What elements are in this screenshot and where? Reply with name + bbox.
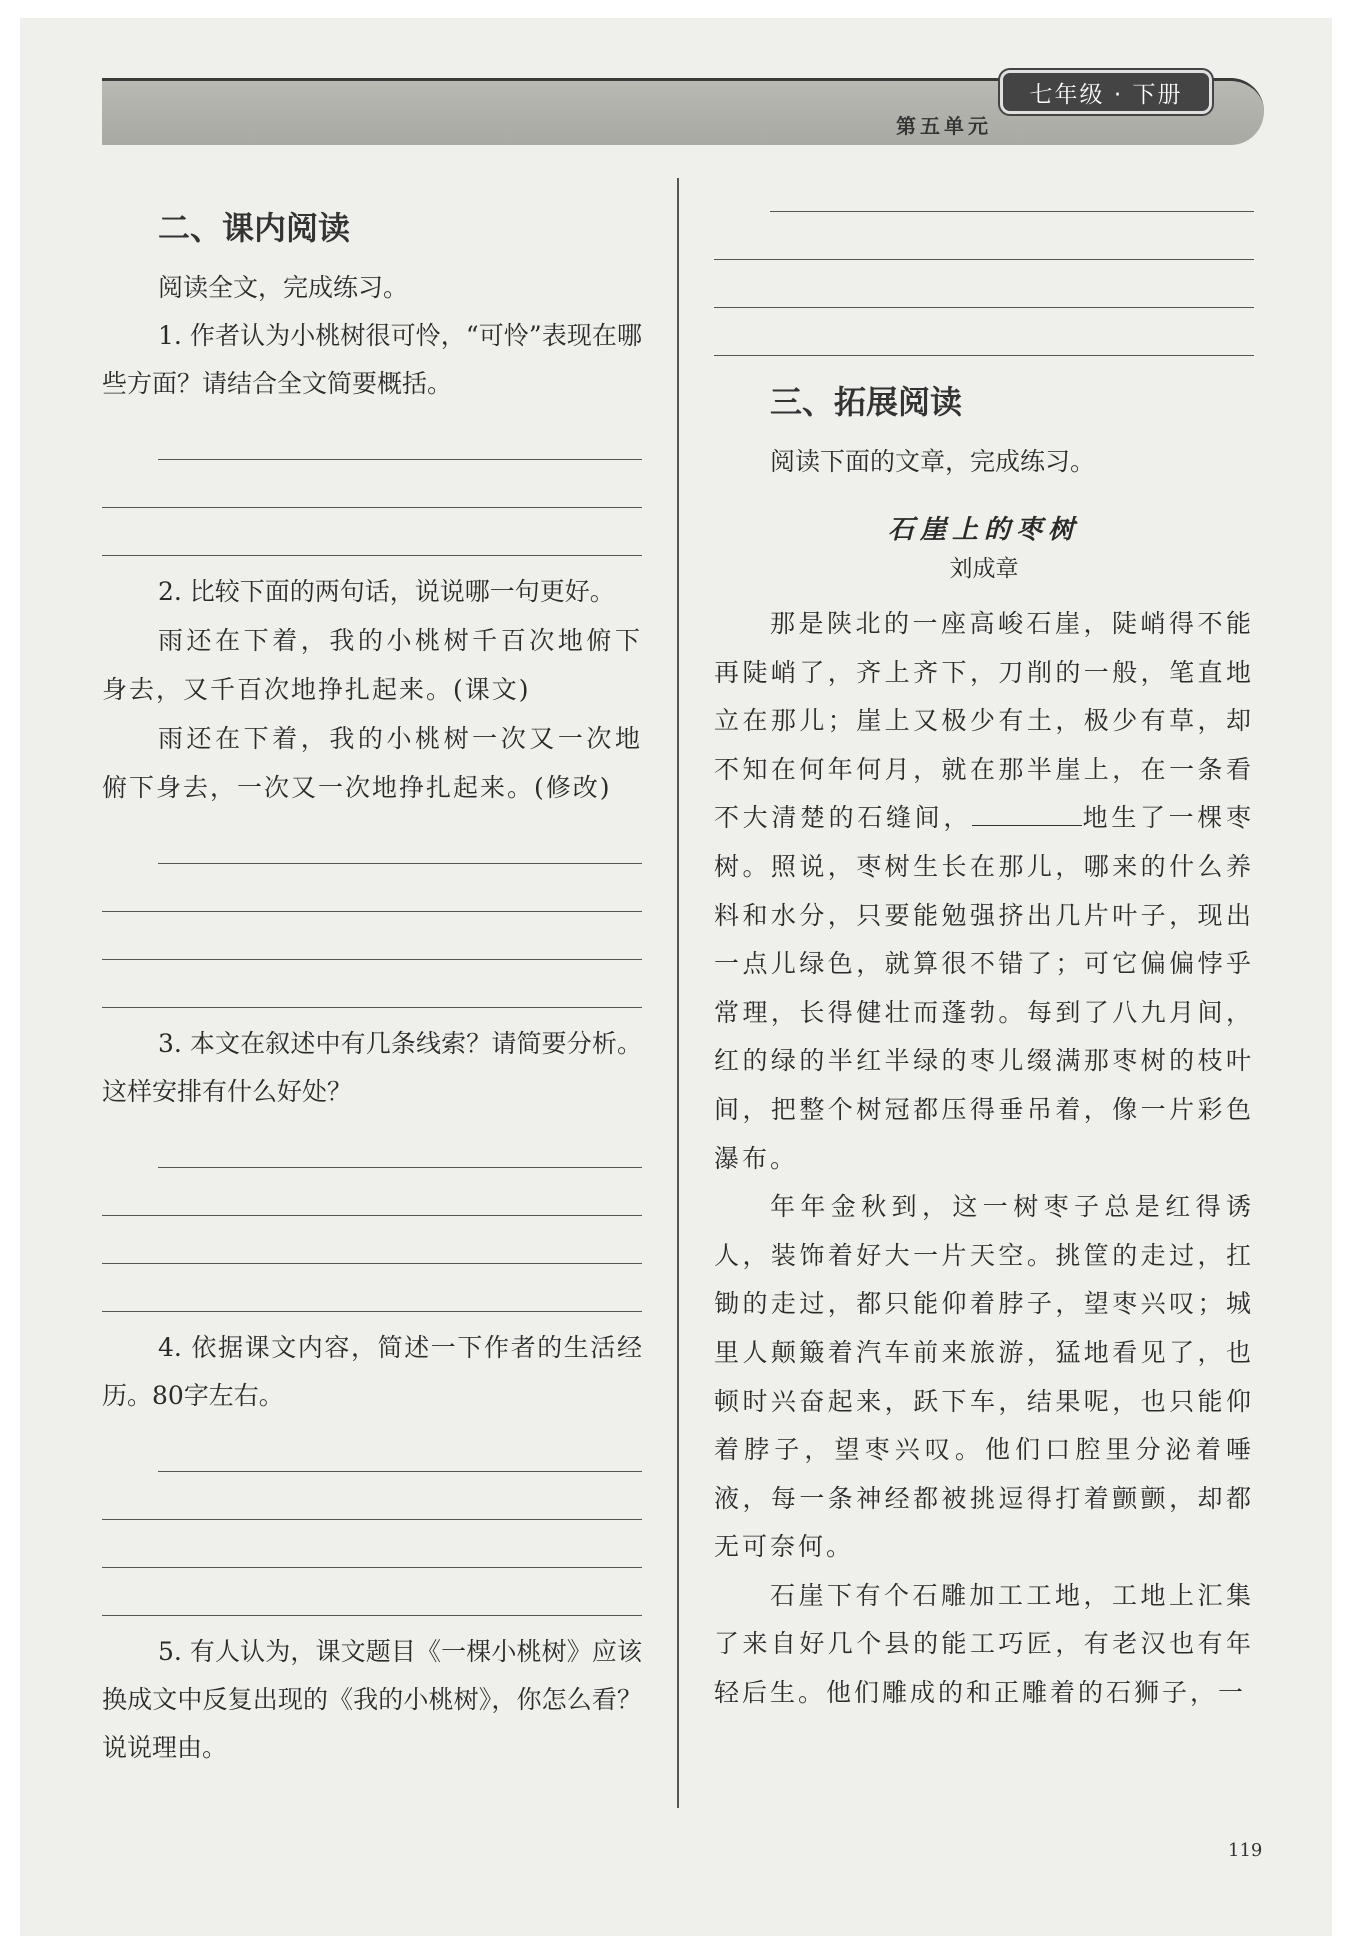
- answer-lines-4: [102, 1424, 642, 1616]
- question-5: 5. 有人认为，课文题目《一棵小桃树》应该换成文中反复出现的《我的小桃树》，你怎么看？说说理由。: [102, 1637, 642, 1762]
- answer-line[interactable]: [102, 1568, 642, 1616]
- answer-line[interactable]: [714, 212, 1254, 260]
- answer-line[interactable]: [102, 1264, 642, 1312]
- page-number: 119: [1228, 1840, 1263, 1861]
- question-2: 2. 比较下面的两句话，说说哪一句更好。: [158, 577, 615, 606]
- left-column: [102, 178, 642, 1772]
- right-column: [714, 178, 1254, 1718]
- story-title: 石崖上的枣树: [887, 515, 1080, 545]
- answer-line[interactable]: [714, 260, 1254, 308]
- question-2-sentence-2: 雨还在下着，我的小桃树一次又一次地俯下身去，一次又一次地挣扎起来。(修改): [102, 724, 642, 802]
- story-author: 刘成章: [949, 556, 1019, 582]
- story-paragraph-1-part-a: 那是陕北的一座高峻石崖，陡峭得不能再陡峭了，齐上齐下，刀削的一般，笔直地立在那儿；崖上又极少有土，极少有草，却不知在何年何月，就在那半崖上，在一条看不大清楚的石缝间，: [714, 609, 1254, 833]
- answer-lines-1: [102, 412, 642, 556]
- unit-label: 第五单元: [896, 114, 992, 138]
- question-2-sentence-1: 雨还在下着，我的小桃树千百次地俯下身去，又千百次地挣扎起来。(课文): [102, 626, 642, 704]
- answer-line[interactable]: [102, 1168, 642, 1216]
- question-1: 1. 作者认为小桃树很可怜，“可怜”表现在哪些方面？请结合全文简要概括。: [102, 321, 642, 398]
- answer-line[interactable]: [770, 164, 1254, 212]
- answer-line[interactable]: [714, 308, 1254, 356]
- answer-lines-2: [102, 816, 642, 1008]
- answer-line[interactable]: [102, 960, 642, 1008]
- story-paragraph-1-part-b: 地生了一棵枣树。照说，枣树生长在那儿，哪来的什么养料和水分，只要能勉强挤出几片叶子，现出一点儿绿色，就算很不错了；可它偏偏悖乎常理，长得健壮而蓬勃。每到了八九月间，红的绿的半红半绿的枣儿缀满那枣树的枝叶间，把整个树冠都压得垂吊着，像一片彩色瀑布。: [714, 803, 1254, 1173]
- story-paragraph-1: [714, 600, 1254, 1183]
- question-4: 4. 依据课文内容，简述一下作者的生活经历。80字左右。: [102, 1333, 642, 1410]
- question-3: 3. 本文在叙述中有几条线索？请简要分析。这样安排有什么好处？: [102, 1029, 642, 1106]
- answer-lines-3: [102, 1120, 642, 1312]
- answer-line[interactable]: [102, 1216, 642, 1264]
- answer-line[interactable]: [102, 1472, 642, 1520]
- story-paragraph-3: 石崖下有个石雕加工工地，工地上汇集了来自好几个县的能工巧匠，有老汉也有年轻后生。他们雕成的和正雕着的石狮子，一: [714, 1580, 1254, 1708]
- grade-badge: 七年级 · 下册: [1000, 70, 1212, 114]
- answer-line[interactable]: [158, 816, 642, 864]
- answer-line[interactable]: [158, 412, 642, 460]
- answer-line[interactable]: [158, 1424, 642, 1472]
- answer-lines-continued: [714, 164, 1254, 356]
- answer-line[interactable]: [102, 460, 642, 508]
- story-paragraph-2: 年年金秋到，这一树枣子总是红得诱人，装饰着好大一片天空。挑筐的走过，扛锄的走过，都只能仰着脖子，望枣兴叹；城里人颠簸着汽车前来旅游，猛地看见了，也顿时兴奋起来，跃下车，结果呢，也只能仰着脖子，望枣兴叹。他们口腔里分泌着唾液，每一条神经都被挑逗得打着颤颤，却都无可奈何。: [714, 1192, 1254, 1562]
- answer-line[interactable]: [102, 1520, 642, 1568]
- answer-line[interactable]: [102, 508, 642, 556]
- answer-line[interactable]: [158, 1120, 642, 1168]
- column-divider: [677, 178, 679, 1808]
- right-instruction: 阅读下面的文章，完成练习。: [770, 447, 1096, 476]
- section-title-in-class-reading: 二、课内阅读: [158, 209, 351, 247]
- answer-line[interactable]: [102, 912, 642, 960]
- fill-in-blank[interactable]: [972, 801, 1082, 826]
- answer-line[interactable]: [102, 864, 642, 912]
- left-instruction: 阅读全文，完成练习。: [158, 273, 409, 302]
- section-title-extended-reading: 三、拓展阅读: [770, 383, 963, 421]
